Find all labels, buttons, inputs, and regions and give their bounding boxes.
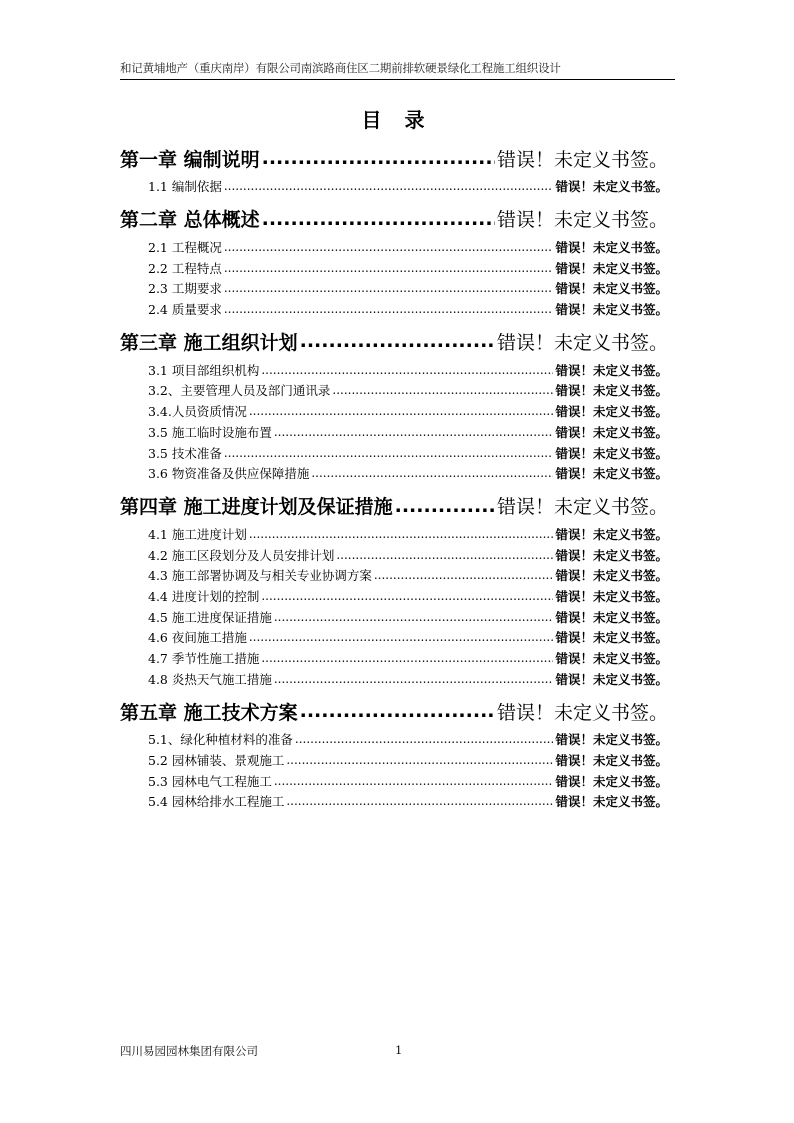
- toc-entry-label: 4.4 进度计划的控制: [148, 588, 260, 604]
- toc-entry-label: 5.2 园林铺装、景观施工: [148, 753, 285, 769]
- toc-entry-page: 错误！未定义书签。: [555, 630, 668, 646]
- toc-entry-label: 2.3 工期要求: [148, 281, 222, 297]
- toc-entry-page: 错误！未定义书签。: [555, 526, 668, 542]
- toc-entry-page: 错误！未定义书签。: [555, 404, 668, 420]
- toc-entry-label: 2.2 工程特点: [148, 260, 222, 276]
- toc-entry-label: 4.6 夜间施工措施: [148, 630, 247, 646]
- toc-entry-page: 错误！未定义书签。: [555, 302, 668, 318]
- toc-chapter-entry[interactable]: [120, 201, 668, 237]
- toc-dot-leader: [274, 610, 554, 624]
- toc-entry-page: 错误！未定义书签。: [555, 651, 668, 667]
- toc-entry-page: 错误！未定义书签。: [555, 547, 668, 563]
- toc-entry-label: 5.4 园林给排水工程施工: [148, 794, 285, 810]
- toc-entry-label: 第五章 施工技术方案: [120, 701, 298, 724]
- toc-dot-leader: [249, 527, 554, 541]
- toc-dot-leader: [249, 630, 554, 644]
- toc-entry-page: 错误！未定义书签。: [555, 383, 668, 399]
- toc-entry-page: 错误！未定义书签。: [555, 260, 668, 276]
- toc-section-entry[interactable]: [120, 380, 668, 401]
- table-of-contents: [120, 140, 668, 812]
- toc-chapter-entry[interactable]: [120, 488, 668, 524]
- toc-chapter-entry[interactable]: [120, 140, 668, 176]
- toc-dot-leader: [336, 548, 553, 562]
- toc-dot-leader: [374, 568, 554, 582]
- toc-dot-leader: [261, 363, 553, 377]
- toc-section-entry[interactable]: [120, 278, 668, 299]
- toc-dot-leader: [261, 589, 553, 603]
- toc-section-entry[interactable]: [120, 359, 668, 380]
- toc-entry-label: 第一章 编制说明: [120, 148, 260, 171]
- toc-section-entry[interactable]: [120, 627, 668, 648]
- toc-entry-page: 错误！未定义书签。: [555, 424, 668, 440]
- toc-entry-page: 错误！未定义书签。: [555, 568, 668, 584]
- toc-entry-page: 错误！未定义书签。: [496, 331, 668, 354]
- toc-section-entry[interactable]: [120, 750, 668, 771]
- toc-title: 目 录: [361, 108, 433, 132]
- toc-dot-leader: [262, 208, 495, 230]
- toc-dot-leader: [286, 794, 553, 808]
- toc-dot-leader: [224, 261, 554, 275]
- toc-dot-leader: [262, 147, 495, 169]
- toc-section-entry[interactable]: [120, 299, 668, 320]
- toc-section-entry[interactable]: [120, 770, 668, 791]
- toc-entry-page: 错误！未定义书签。: [555, 588, 668, 604]
- toc-dot-leader: [224, 281, 554, 295]
- toc-dot-leader: [300, 700, 495, 722]
- toc-section-entry[interactable]: [120, 565, 668, 586]
- toc-entry-label: 4.5 施工进度保证措施: [148, 609, 272, 625]
- toc-dot-leader: [224, 302, 554, 316]
- page-header: 和记黄埔地产（重庆南岸）有限公司南滨路商住区二期前排软硬景绿化工程施工组织设计: [120, 60, 675, 80]
- toc-entry-label: 4.2 施工区段划分及人员安排计划: [148, 547, 335, 563]
- toc-entry-label: 3.6 物资准备及供应保障措施: [148, 466, 310, 482]
- toc-chapter-entry[interactable]: [120, 693, 668, 729]
- toc-section-entry[interactable]: [120, 586, 668, 607]
- toc-dot-leader: [274, 425, 554, 439]
- toc-entry-page: 错误！未定义书签。: [496, 496, 668, 519]
- toc-section-entry[interactable]: [120, 648, 668, 669]
- toc-dot-leader: [300, 330, 495, 352]
- toc-section-entry[interactable]: [120, 401, 668, 422]
- toc-entry-label: 2.1 工程概况: [148, 240, 222, 256]
- toc-section-entry[interactable]: [120, 524, 668, 545]
- toc-entry-page: 错误！未定义书签。: [555, 445, 668, 461]
- toc-entry-page: 错误！未定义书签。: [496, 209, 668, 232]
- toc-entry-label: 3.2、主要管理人员及部门通讯录: [148, 383, 331, 399]
- toc-dot-leader: [311, 466, 553, 480]
- toc-entry-label: 第三章 施工组织计划: [120, 331, 298, 354]
- toc-entry-page: 错误！未定义书签。: [496, 148, 668, 171]
- footer-page-number: 1: [395, 1043, 403, 1057]
- toc-section-entry[interactable]: [120, 442, 668, 463]
- toc-section-entry[interactable]: [120, 729, 668, 750]
- toc-dot-leader: [332, 383, 553, 397]
- toc-dot-leader: [224, 240, 554, 254]
- toc-entry-label: 4.7 季节性施工措施: [148, 651, 260, 667]
- toc-entry-page: 错误！未定义书签。: [555, 671, 668, 687]
- toc-dot-leader: [286, 753, 553, 767]
- toc-entry-page: 错误！未定义书签。: [555, 732, 668, 748]
- toc-section-entry[interactable]: [120, 668, 668, 689]
- footer-company: 四川易园园林集团有限公司: [120, 1044, 258, 1058]
- toc-chapter-entry[interactable]: [120, 323, 668, 359]
- toc-entry-label: 3.5 技术准备: [148, 445, 222, 461]
- toc-dot-leader: [224, 179, 554, 193]
- toc-entry-page: 错误！未定义书签。: [555, 466, 668, 482]
- toc-entry-label: 5.3 园林电气工程施工: [148, 773, 272, 789]
- toc-section-entry[interactable]: [120, 791, 668, 812]
- toc-section-entry[interactable]: [120, 544, 668, 565]
- toc-section-entry[interactable]: [120, 463, 668, 484]
- toc-section-entry[interactable]: [120, 257, 668, 278]
- toc-entry-label: 第四章 施工进度计划及保证措施: [120, 496, 393, 519]
- toc-entry-label: 3.4.人员资质情况: [148, 404, 247, 420]
- toc-dot-leader: [274, 774, 554, 788]
- toc-entry-page: 错误！未定义书签。: [555, 773, 668, 789]
- toc-section-entry[interactable]: [120, 237, 668, 258]
- toc-dot-leader: [224, 446, 554, 460]
- toc-entry-label: 1.1 编制依据: [148, 179, 222, 195]
- toc-entry-label: 3.5 施工临时设施布置: [148, 424, 272, 440]
- toc-entry-label: 5.1、绿化种植材料的准备: [148, 732, 293, 748]
- toc-entry-page: 错误！未定义书签。: [555, 609, 668, 625]
- toc-entry-page: 错误！未定义书签。: [555, 753, 668, 769]
- toc-entry-page: 错误！未定义书签。: [555, 794, 668, 810]
- toc-entry-page: 错误！未定义书签。: [555, 240, 668, 256]
- toc-entry-page: 错误！未定义书签。: [555, 362, 668, 378]
- toc-dot-leader: [295, 732, 554, 746]
- toc-entry-page: 错误！未定义书签。: [496, 701, 668, 724]
- toc-entry-label: 4.8 炎热天气施工措施: [148, 671, 272, 687]
- toc-dot-leader: [249, 404, 554, 418]
- toc-entry-label: 2.4 质量要求: [148, 302, 222, 318]
- toc-entry-label: 4.1 施工进度计划: [148, 526, 247, 542]
- toc-dot-leader: [261, 651, 553, 665]
- toc-entry-label: 第二章 总体概述: [120, 209, 260, 232]
- toc-section-entry[interactable]: [120, 606, 668, 627]
- toc-dot-leader: [395, 495, 495, 517]
- toc-entry-page: 错误！未定义书签。: [555, 281, 668, 297]
- toc-entry-label: 4.3 施工部署协调及与相关专业协调方案: [148, 568, 372, 584]
- toc-entry-page: 错误！未定义书签。: [555, 179, 668, 195]
- toc-section-entry[interactable]: [120, 176, 668, 197]
- toc-section-entry[interactable]: [120, 422, 668, 443]
- toc-dot-leader: [274, 672, 554, 686]
- toc-entry-label: 3.1 项目部组织机构: [148, 362, 260, 378]
